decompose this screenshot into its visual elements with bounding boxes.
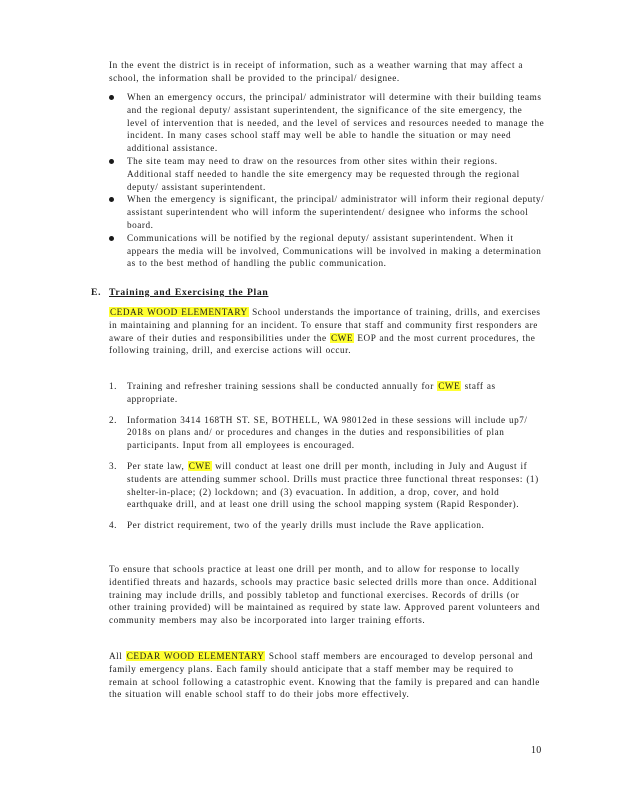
drills-paragraph: To ensure that schools practice at least one drill per month, and to allow for response to locally identified threats and hazards, schools may practice basic selected drills more than once. Additional training may include drills, and possibly tabletop and functional exercises. Records of drills (or other training provided) will be maintained as required by state law. Approved parent volunteers and community members may also be incorporated into larger training efforts. [109, 564, 541, 626]
bullet-text: Communications will be notified by the regional deputy/ assistant superintendent. When it appears the media will be involved, Communications will be involved in making a determination as to the best method of handling the public communication. [127, 232, 542, 269]
numbered-list [109, 380, 545, 532]
section-title: Training and Exercising the Plan [109, 287, 269, 298]
list-item [109, 380, 545, 406]
item-text: staff as appropriate. [127, 381, 496, 404]
school-abbr-highlight: CWE [330, 332, 354, 343]
list-item [109, 519, 545, 532]
item-text: Information 3414 168TH ST. SE, BOTHELL, WA 98012ed in these sessions will include up7/ 2018s on plans and/ or procedures and changes in the duties and responsibilities of plan participants. Input from all employees is encouraged. [127, 414, 528, 451]
bullet-icon [109, 236, 114, 241]
section-letter: E. [91, 287, 102, 298]
bullet-text: The site team may need to draw on the resources from other sites within their regions. Additional staff needed to handle the site emergency may be requested through the regional deputy/ assistant superintendent. [127, 155, 520, 192]
list-number: 3. [109, 460, 117, 471]
list-item [109, 414, 545, 452]
list-number: 4. [109, 520, 117, 531]
list-number: 1. [109, 381, 117, 391]
bullet-icon [109, 197, 114, 202]
paragraph-text: School staff members are encouraged to develop personal and family emergency plans. Each family should anticipate that a staff member may be required to remain at school following a catastrophic event. Knowing that the family is prepared and can handle the situation will enable school staff to do their jobs more effectively. [109, 651, 540, 700]
list-item [109, 460, 545, 511]
list-item [109, 155, 545, 193]
item-text: will conduct at least one drill per month, including in July and August if students are attending summer school. Drills must practice three functional threat responses: (1) shelter-in-place; (2) lockdown; and (3) evacuation. In addition, a drop, cover, and hold earthquake drill, and at least one drill using the school mapping system (Rapid Responder). [127, 460, 539, 510]
bullet-text: When an emergency occurs, the principal/ administrator will determine with their building teams and the regional deputy/ assistant superintendent, the significance of the site emergency, the level of intervention that is needed, and the level of services and resources needed to manage the incident. In many cases school staff may well be able to handle the situation or may need additional assistance. [127, 92, 545, 154]
item-text: Training and refresher training sessions shall be conducted annually for [127, 381, 434, 391]
page-number: 10 [531, 745, 542, 756]
list-item [109, 91, 545, 155]
bullet-text: When the emergency is significant, the principal/ administrator will inform their regional deputy/ assistant superintendent who will inform the superintendent/ designee who informs the school board. [127, 194, 545, 230]
school-name-highlight: CEDAR WOOD ELEMENTARY [126, 651, 265, 661]
bullet-list [109, 91, 545, 270]
paragraph-text: EOP and the most current procedures, the following training, drill, and exercise actions will occur. [109, 332, 536, 356]
section-heading [91, 287, 268, 300]
list-item [109, 193, 545, 231]
paragraph-text: All [109, 651, 123, 661]
school-abbr-highlight: CWE [188, 460, 211, 471]
intro-paragraph: In the event the district is in receipt of information, such as a weather warning that may affect a school, the information shall be provided to the principal/ designee. [109, 60, 524, 83]
bullet-icon [109, 95, 114, 100]
paragraph-text: School understands the importance of training, drills, and exercises in maintaining and planning for an incident. To ensure that staff and community first responders are aware of their duties and responsibilities under the [109, 307, 541, 343]
school-abbr-highlight: CWE [438, 381, 461, 391]
list-number: 2. [109, 414, 117, 425]
list-item [109, 232, 545, 270]
bullet-icon [109, 159, 114, 164]
training-paragraph [109, 306, 543, 357]
item-text: Per state law, [127, 460, 185, 471]
item-text: Per district requirement, two of the yearly drills must include the Rave application. [127, 520, 485, 531]
school-name-highlight: CEDAR WOOD ELEMENTARY [110, 307, 248, 317]
family-plans-paragraph [109, 650, 543, 701]
